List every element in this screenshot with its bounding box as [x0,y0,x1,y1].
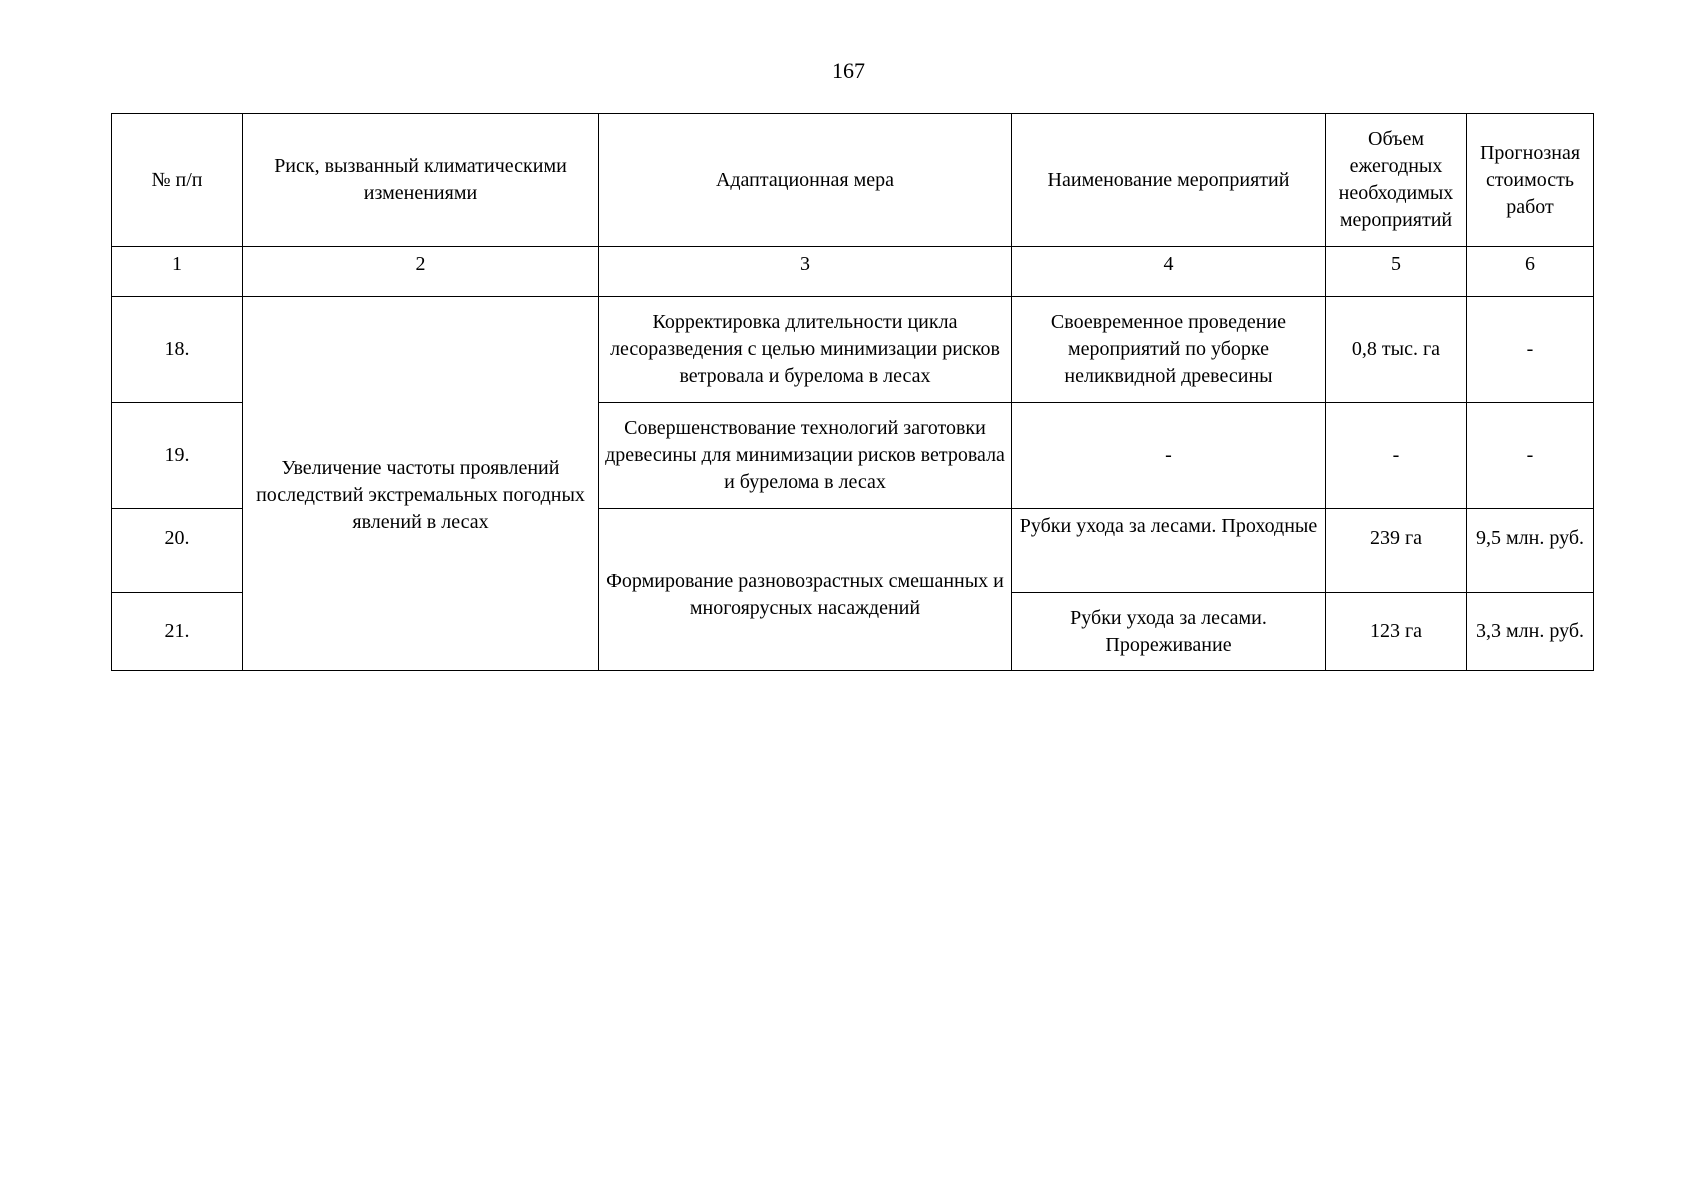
cost-cell: 3,3 млн. руб. [1467,593,1594,671]
table-row [112,297,1594,403]
measure-cell: Корректировка длительности цикла лесоразведения с целью минимизации рисков ветровала и бурелома в лесах [599,297,1012,403]
volume-cell: 0,8 тыс. га [1326,297,1467,403]
header-col-measure: Адаптационная мера [599,114,1012,247]
header-col-cost: Прогнозная стоимость работ [1467,114,1594,247]
activity-cell: Рубки ухода за лесами. Проходные [1012,509,1326,593]
row-number: 19. [112,403,243,509]
page-number: 167 [832,58,865,83]
activity-cell: Своевременное проведение мероприятий по уборке неликвидной древесины [1012,297,1326,403]
column-number-row [112,247,1594,297]
header-col-number: № п/п [112,114,243,247]
column-number: 4 [1012,247,1326,297]
risk-cell [243,297,599,671]
table-header-row [112,114,1594,247]
header-col-risk: Риск, вызванный климатическими изменениями [243,114,599,247]
cost-cell: - [1467,403,1594,509]
row-number: 20. [112,509,243,593]
volume-cell: - [1326,403,1467,509]
cost-cell: 9,5 млн. руб. [1467,509,1594,593]
activity-cell: - [1012,403,1326,509]
risk-text: Увеличение частоты проявлений последствий экстремальных погодных явлений в лесах [256,457,585,533]
column-number: 6 [1467,247,1594,297]
header-col-activity: Наименование мероприятий [1012,114,1326,247]
column-number: 2 [243,247,599,297]
column-number: 3 [599,247,1012,297]
volume-cell: 239 га [1326,509,1467,593]
measure-cell: Совершенствование технологий заготовки древесины для минимизации рисков ветровала и бурелома в лесах [599,403,1012,509]
column-number: 1 [112,247,243,297]
row-number: 21. [112,593,243,671]
volume-cell: 123 га [1326,593,1467,671]
column-number: 5 [1326,247,1467,297]
header-col-volume: Объем ежегодных необходимых мероприятий [1326,114,1467,247]
adaptation-measures-table [111,113,1594,671]
activity-cell: Рубки ухода за лесами. Прореживание [1012,593,1326,671]
cost-cell: - [1467,297,1594,403]
measure-cell: Формирование разновозрастных смешанных и многоярусных насаждений [599,509,1012,671]
row-number: 18. [112,297,243,403]
